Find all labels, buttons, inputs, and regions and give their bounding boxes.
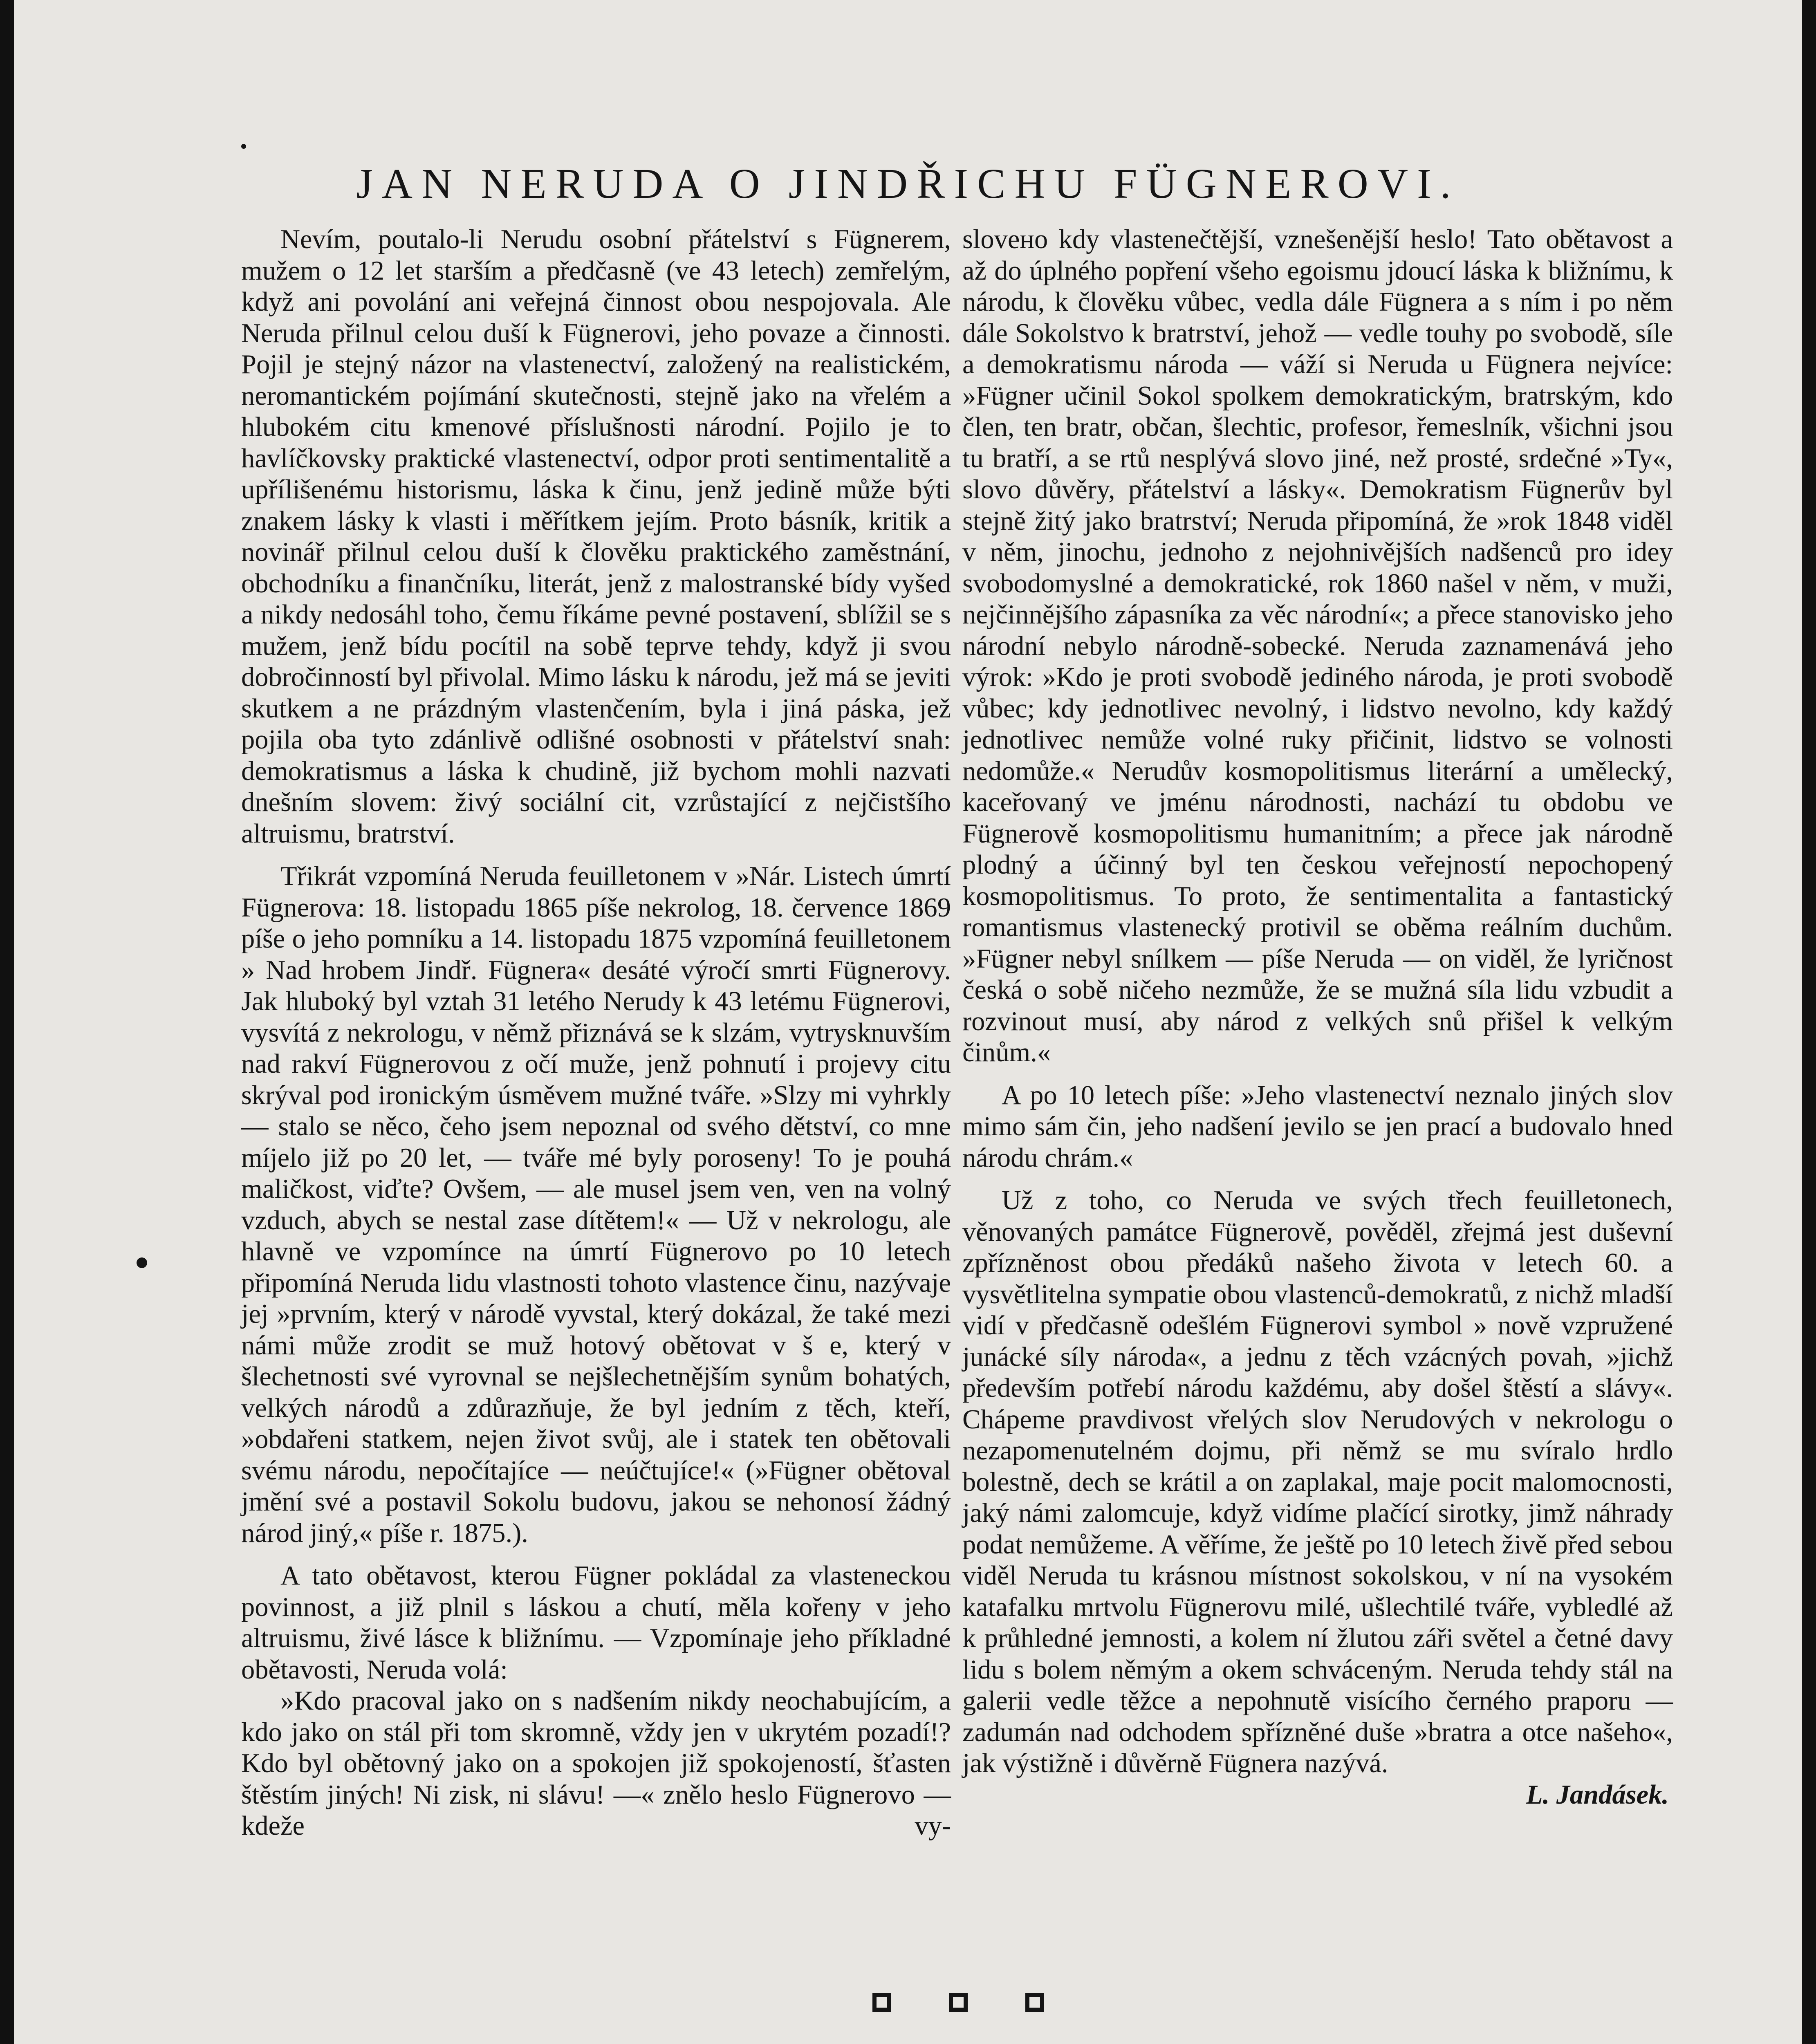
paragraph: A tato obětavost, kterou Fügner pokládal za vlasteneckou povinnost, a již plnil s láskou a chutí, měla kořeny v jeho altruismu, živé lásce k bližnímu. — Vzpomínaje jeho příkladné obětavosti, Neruda volá: [241,1561,951,1685]
ink-speck [137,1257,147,1268]
paragraph: Nevím, poutalo-li Nerudu osobní přátelství s Fügnerem, mužem o 12 let starším a předčasně (ve 43 letech) zemřelým, když ani povolání ani veřejná činnost obou nespojovala. Ale Neruda přilnul celou duší k Fügnerovi, jeho povaze a činnosti. Pojil je stejný názor na vlastenectví, založený na realistickém, neromantickém pojímání skutečnosti, stejně jako na vřelém a hlubokém citu kmenové příslušnosti národní. Pojilo je to havlíčkovsky praktické vlastenectví, odpor proti sentimentalitě a upřílišenému historismu, láska k činu, jenž jedině může býti znakem lásky k vlasti i měřítkem jejím. Proto básník, kritik a novinář přilnul celou duší k člověku praktického zaměstnání, obchodníku a finančníku, literát, jenž z malostranské bídy vyšed a nikdy nedosáhl toho, čemu říkáme pevné postavení, sblížil se s mužem, jenž bídu pocítil na sobě teprve tehdy, když ji svou dobročinností byl přivolal. Mimo lásku k národu, jež má se jeviti skutkem a ne prázdným vlastenčením, byla i jiná páska, jež pojila oba tyto zdánlivě odlišné osobnosti v přátelství snah: demokratismus a láska k chudině, již bychom mohli nazvati dnešním slovem: živý sociální cit, vzrůstající z nejčistšího altruismu, bratrství. [241,224,951,849]
paragraph: slovено kdy vlastenečtější, vznešenější heslo! Tato obětavost a až do úplného popření všeho egoismu jdoucí láska k bližnímu, k národu, k člověku vůbec, vedla dále Fügnera a s ním i po něm dále Sokolstvo k bratrství, jehož — vedle touhy po svobodě, síle a demokratismu národa — váží si Neruda u Fügnera nejvíce: »Fügner učinil Sokol spolkem demokratickým, bratrským, kdo člen, ten bratr, občan, šlechtic, profesor, řemeslník, všichni jsou tu bratří, a se rtů nesplývá slovo jiné, než prosté, srdečné »Ty«, slovo důvěry, přátelství a lásky«. Demokratism Fügnerův byl stejně žitý jako bratrství; Neruda připomíná, že »rok 1848 viděl v něm, jinochu, jednoho z nejohnivějších nadšenců pro idey svobodomyslné a demokratické, rok 1860 našel v něm, v muži, nejčinnějšího zápasníka za věc národní«; a přece stanovisko jeho národní nebylo národně-sobecké. Neruda zaznamenává jeho výrok: »Kdo je proti svobodě jediného národa, je proti svobodě vůbec; kdy jednotlivec nevolný, i lidstvo nevolno, kdy každý jednotlivec nemůže volné ruky přičinit, lidstvo se volnosti nedomůže.« Nerudův kosmopolitismus literární a umělecký, kaceřovaný ve jménu národnosti, nachází tu obdobu ve Fügnerově kosmopolitismu humanitním; a přece jak národně plodný a účinný byl ten českou veřejností nepochopený kosmopolitismus. To proto, že sentimentalita a fantastický romantismus vlastenecký protivil se oběma reálním duchům. »Fügner nebyl snílkem — píše Neruda — on viděl, že lyričnost česká o sobě ničeho nezmůže, že se mužná síla lidu vzbudit a rozvinout musí, aby národ z velkých snů přišel k velkým činům.« [962,224,1673,1067]
paragraph: Už z toho, co Neruda ve svých třech feuilletonech, věnovaných památce Fügnerově, pověděl, zřejmá jest duševní zpřízněnost obou předáků našeho života v letech 60. a vysvětlitelna sympatie obou vlastenců-demokratů, z nichž mladší vidí v předčasně odešlém Fügnerovi symbol » nově vzpružené junácké síly národa«, a jednu z těch vzácných povah, »jichž především potřebí národu každému, aby došel štěstí a slávy«. Chápeme pravdivost vřelých slov Nerudových v nekrologu o nezapomenutelném dojmu, při němž se mu svíralo hrdlo bolestně, dech se krátil a on zaplakal, maje pocit malomocnosti, jaký námi zalomcuje, když vidíme plačící sirotky, jimž náhrady podat nemůžeme. A věříme, že ještě po 10 letech živě před sebou viděl Neruda tu krásnou místnost sokolskou, v ní na vysokém katafalku mrtvolu Fügnerovu milé, ušlechtilé tváře, vybledlé až k průhledné jemnosti, a kolem ní žlutou záři světel a četné davy lidu s bolem němým a okem schváceným. Neruda tehdy stál na galerii vedle těžce a nepohnutě visícího černého praporu — zadumán nad odchodem spřízněné duše »bratra a otce našeho«, jak výstižně i důvěrně Fügnera nazývá. [962,1186,1673,1778]
right-column [962,224,1673,1811]
magazine-page [14,0,1802,2044]
left-column [241,224,951,1873]
section-ornaments [872,1989,1044,2017]
signature: L. Jandásek. [1526,1780,1669,1810]
square-ornament-icon [1025,1993,1044,2012]
square-ornament-icon [872,1993,891,2012]
paragraph: A po 10 letech píše: »Jeho vlastenectví neznalo jiných slov mimo sám čin, jeho nadšení jevilo se jen prací a budovalo hned národu chrám.« [962,1080,1673,1173]
ink-speck [241,144,246,149]
square-ornament-icon [949,1993,968,2012]
article-title: JAN NERUDA O JINDŘICHU FÜGNEROVI. [356,160,1460,207]
paragraph: Třikrát vzpomíná Neruda feuilletonem v »Nár. Listech úmrtí Fügnerova: 18. listopadu 1865 píše nekrolog, 18. července 1869 píše o jeho pomníku a 14. listopadu 1875 vzpomíná feuilletonem » Nad hrobem Jindř. Fügnera« desáté výročí smrti Fügnerovy. Jak hluboký byl vztah 31 letého Nerudy k 43 letému Fügnerovi, vysvítá z nekrologu, v němž přiznává se k slzám, vytrysknuvším nad rakví Fügnerovou z očí muže, jenž pohnutí i projevy citu skrýval pod ironickým úsměvem mužné tváře. »Slzy mi vyhrkly — stalo se něco, čeho jsem nepoznal od svého dětství, co mne míjelo již po 20 let, — tváře mé byly poroseny! To je pouhá maličkost, viďte? Ovšem, — ale musel jsem ven, ven na volný vzduch, abych se nestal zase dítětem!« — Už v nekrologu, ale hlavně ve vzpomínce na úmrtí Fügnerovo po 10 letech připomíná Neruda lidu vlastnosti tohoto vlastence činu, nazývaje jej »prvním, který v národě vyvstal, který dokázal, že také mezi námi může zrodit se muž hotový obětovat v š e, který v šlechetnosti své vyrovnal se nejšlechetnějším synům bohatých, velkých národů a zdůrazňuje, že byl jedním z těch, kteří, »obdařeni statkem, nejen život svůj, ale i statek ten obětovali svému národu, nepočítajíce — neúčtujíce!« (»Fügner obětoval jmění své a postavil Sokolu budovu, jakou se nehonosí žádný národ jiný,« píše r. 1875.). [241,861,951,1548]
paragraph: »Kdo pracoval jako on s nadšením nikdy neochabujícím, a kdo jako on stál při tom skromně, vždy jen v ukrytém pozadí!? Kdo byl obětovný jako on a spokojen již spokojeností, šťasten štěstím jiných! Ni zisk, ni slávu! —« znělo heslo Fügnerovo — kdeže vy- [241,1686,951,1841]
